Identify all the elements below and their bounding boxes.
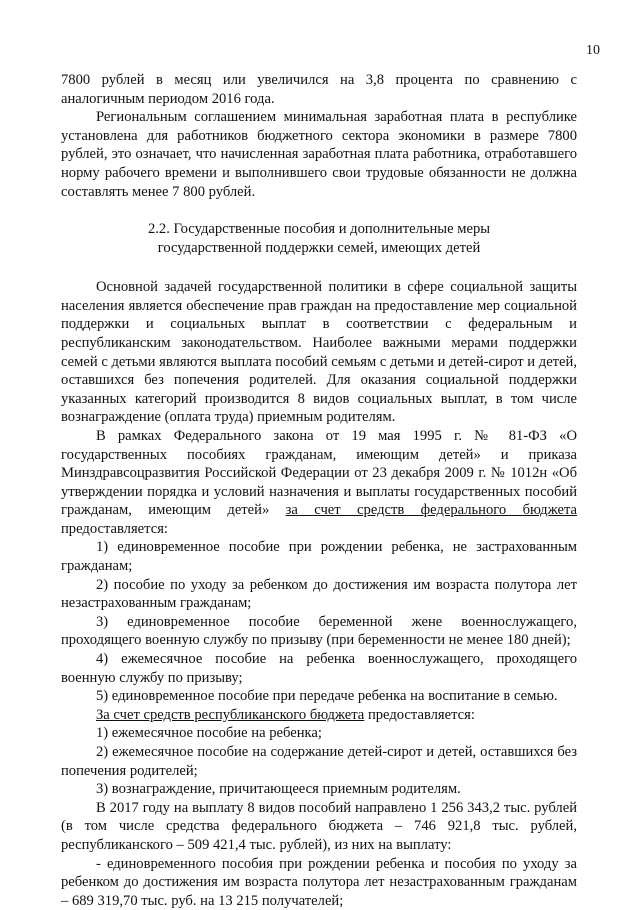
section-heading-line-1: 2.2. Государственные пособия и дополнительные меры [147, 221, 491, 238]
section-heading-line-2: государственной поддержки семей, имеющих детей [157, 240, 481, 257]
paragraph-federal-law [61, 427, 577, 539]
federal-budget-underlined: за счет средств федерального бюджета [285, 502, 577, 519]
federal-item-1: 1) единовременное пособие при рождении ребенка, не застрахованным гражданам; [61, 539, 577, 575]
republic-item-3: 3) вознаграждение, причитающееся приемным родителям. [96, 781, 461, 798]
page-number: 10 [586, 43, 600, 58]
federal-law-tail: предоставляется: [61, 520, 168, 537]
federal-law-text: В рамках Федерального закона от 19 мая 1995 г. № 81-ФЗ «О государственных пособиях гражданам, имеющим детей» и приказа Минздравсоцразвития Российской Федерации от 23 декабря 2009 г. № 1012н «Об утверждении порядка и условий назначения и выплаты государственных пособий гражданам, имеющим детей» [61, 427, 577, 519]
federal-item-3: 3) единовременное пособие беременной жене военнослужащего, проходящего военную службу по призыву (при беременности не менее 180 дней); [61, 613, 577, 649]
document-body [61, 71, 577, 910]
paragraph-continuation: 7800 рублей в месяц или увеличился на 3,8 процента по сравнению с аналогичным периодом 2016 года. [61, 72, 577, 107]
federal-item-2: 2) пособие по уходу за ребенком до достижения им возраста полутора лет незастрахованным гражданам; [61, 576, 577, 612]
section-heading [61, 220, 577, 258]
paragraph-main-task: Основной задачей государственной политики в сфере социальной защиты населения является обеспечение прав граждан на предоставление мер социальной поддержки и социальных выплат в соответствии с федеральным и республиканским законодательством. Наиболее важными мерами поддержки семей с детьми являются выплата пособий семьям с детьми и детей-сирот и детей, оставшихся без попечения родителей. Для оказания социальной поддержки указанных категорий производится 8 видов социальных выплат, в том числе вознаграждение (оплата труда) приемным родителям. [61, 279, 577, 426]
federal-item-5: 5) единовременное пособие при передаче ребенка на воспитание в семью. [96, 688, 558, 705]
paragraph-lump-sum-benefit: - единовременного пособия при рождении ребенка и пособия по уходу за ребенком до достижения им возраста полутора лет незастрахованным гражданам – 689 319,70 тыс. руб. на 13 215 получателей; [61, 855, 577, 909]
paragraph-2017-spending: В 2017 году на выплату 8 видов пособий направлено 1 256 343,2 тыс. рублей (в том числе средства федерального бюджета – 746 921,8 тыс. рублей, республиканского – 509 421,4 тыс. рублей), из них на выплату: [61, 799, 577, 853]
federal-item-4: 4) ежемесячное пособие на ребенка военнослужащего, проходящего военную службу по призыву; [61, 651, 577, 686]
republic-item-2: 2) ежемесячное пособие на содержание детей-сирот и детей, оставшихся без попечения родителей; [61, 744, 577, 779]
republic-budget-underlined: За счет средств республиканского бюджета [96, 706, 365, 723]
republic-item-1: 1) ежемесячное пособие на ребенка; [96, 725, 322, 742]
republic-budget-tail: предоставляется: [367, 706, 475, 723]
paragraph-republic-budget [61, 706, 577, 725]
paragraph-minimum-wage: Региональным соглашением минимальная заработная плата в республике установлена для работников бюджетного сектора экономики в размере 7800 рублей, это означает, что начисленная заработная плата работника, отработавшего норму рабочего времени и выполнившего свои трудовые обязанности не должна составлять менее 7 800 рублей. [61, 109, 577, 200]
